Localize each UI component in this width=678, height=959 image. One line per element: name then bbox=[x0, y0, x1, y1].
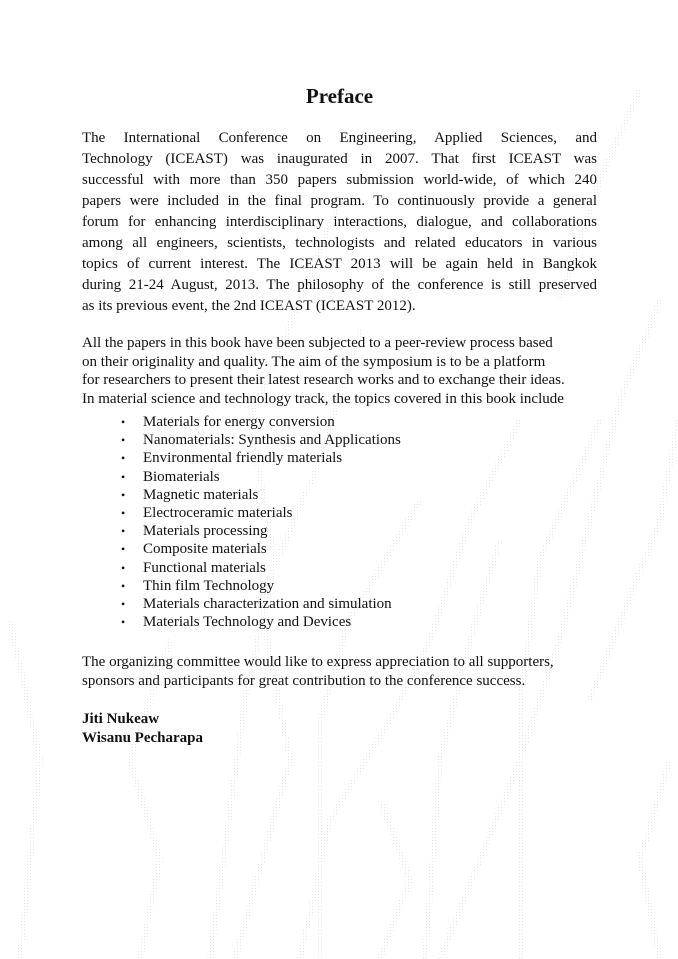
list-item bbox=[82, 486, 401, 504]
topic-label: Environmental friendly materials bbox=[143, 450, 343, 467]
text-line: for researchers to present their latest research works and to exchange their ideas. bbox=[82, 372, 565, 388]
bullet-icon: • bbox=[121, 451, 126, 466]
text-line: as its previous event, the 2nd ICEAST (ICEAST 2012). bbox=[82, 298, 416, 314]
bullet-icon: • bbox=[121, 433, 126, 448]
list-item bbox=[82, 504, 401, 522]
topic-label: Thin film Technology bbox=[143, 577, 275, 594]
text-line: papers were included in the final program. To continuously provide a general bbox=[82, 193, 597, 209]
review-paragraph bbox=[82, 334, 602, 408]
text-line: during 21-24 August, 2013. The philosophy of the conference is still preserved bbox=[82, 277, 597, 293]
list-item bbox=[82, 559, 401, 577]
topic-label: Biomaterials bbox=[143, 468, 220, 485]
text-line: on their originality and quality. The aim of the symposium is to be a platform bbox=[82, 353, 546, 370]
text-line: successful with more than 350 papers submission world-wide, of which 240 bbox=[82, 172, 597, 188]
list-item bbox=[82, 595, 401, 613]
bullet-icon: • bbox=[121, 597, 126, 612]
topic-label: Nanomaterials: Synthesis and Applications bbox=[143, 432, 401, 449]
bullet-icon: • bbox=[121, 560, 126, 575]
text-line: sponsors and participants for great contribution to the conference success. bbox=[82, 672, 526, 689]
list-item bbox=[82, 449, 401, 467]
bullet-icon: • bbox=[121, 506, 126, 521]
topic-label: Magnetic materials bbox=[143, 486, 259, 503]
list-item bbox=[82, 613, 401, 631]
list-item bbox=[82, 413, 401, 431]
bullet-icon: • bbox=[121, 469, 126, 484]
intro-paragraph bbox=[82, 128, 597, 317]
text-line: among all engineers, scientists, technologists and related educators in various bbox=[82, 235, 597, 251]
topic-label: Materials processing bbox=[143, 523, 268, 540]
topic-label: Functional materials bbox=[143, 559, 266, 576]
topics-list bbox=[82, 413, 401, 631]
list-item bbox=[82, 577, 401, 595]
signatory-name: Wisanu Pecharapa bbox=[82, 730, 203, 746]
topic-label: Composite materials bbox=[143, 541, 267, 558]
bullet-icon: • bbox=[121, 487, 126, 502]
text-line: In material science and technology track, the topics covered in this book include bbox=[82, 390, 564, 407]
bullet-icon: • bbox=[121, 542, 126, 557]
topic-label: Materials characterization and simulation bbox=[143, 596, 392, 613]
text-line: All the papers in this book have been subjected to a peer-review process based bbox=[82, 335, 553, 351]
text-line: The International Conference on Engineering, Applied Sciences, and bbox=[82, 130, 597, 146]
signatory-name: Jiti Nukeaw bbox=[82, 711, 160, 727]
list-item bbox=[82, 522, 401, 540]
list-item bbox=[82, 468, 401, 486]
bullet-icon: • bbox=[121, 615, 126, 630]
topic-label: Materials for energy conversion bbox=[143, 414, 335, 430]
text-line: The organizing committee would like to express appreciation to all supporters, bbox=[82, 654, 554, 670]
signatories bbox=[82, 710, 203, 748]
bullet-icon: • bbox=[121, 578, 126, 593]
text-line: forum for enhancing interdisciplinary interactions, dialogue, and collaborations bbox=[82, 214, 597, 230]
topic-label: Materials Technology and Devices bbox=[143, 614, 352, 631]
topic-label: Electroceramic materials bbox=[143, 505, 293, 522]
text-line: Technology (ICEAST) was inaugurated in 2007. That first ICEAST was bbox=[82, 151, 597, 167]
list-item bbox=[82, 431, 401, 449]
list-item bbox=[82, 540, 401, 558]
bullet-icon: • bbox=[121, 415, 126, 429]
page-title: Preface bbox=[305, 84, 374, 108]
appreciation-paragraph bbox=[82, 653, 554, 690]
text-line: topics of current interest. The ICEAST 2013 will be again held in Bangkok bbox=[82, 256, 597, 272]
bullet-icon: • bbox=[121, 524, 126, 539]
